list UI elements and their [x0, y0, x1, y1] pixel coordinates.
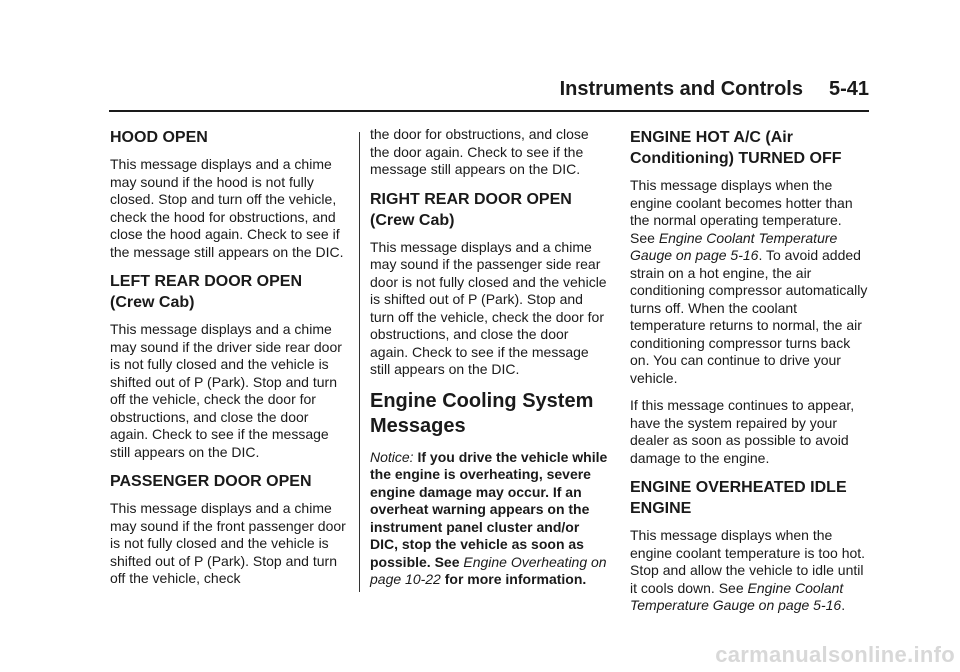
engine-overheated-reference: Engine Coolant Temperature Gauge on page 5-16 — [630, 579, 844, 613]
left-rear-door-text: This message displays and a chime may sound if the driver side rear door is not fully closed and the vehicle is shifted out of P (Park). Stop and turn off the vehicle, check the door for obstructions, and close the door again. Check to see if the message still appears on the DIC. — [110, 321, 342, 460]
engine-overheated-end: . — [841, 597, 846, 613]
page-number: 5-41 — [828, 78, 869, 100]
engine-hot-text-3: If this message continues to appear, have the system repaired by your dealer as soon as possible to avoid damage to the engine. — [630, 397, 855, 466]
hood-open-heading: HOOD OPEN — [110, 129, 208, 146]
column-divider — [359, 132, 360, 592]
notice-end: for more information. — [444, 571, 587, 587]
section-title: Instruments and Controls — [559, 78, 803, 100]
page-header — [109, 78, 869, 101]
watermark: carmanualsonline.info — [715, 642, 955, 667]
right-rear-door-text: This message displays and a chime may sound if the passenger side rear door is not fully closed and the vehicle is shifted out of P (Park). Stop and turn off the vehicle, check the door for obstructions, and close the door again. Check to see if the message still appears on the DIC. — [370, 238, 607, 377]
column-3 — [630, 127, 870, 625]
notice-text: If you drive the vehicle while the engine is overheating, severe engine damage may occur. If an overheat warning appears on the instrument panel cluster and/or DIC, stop the vehicle as soon as possible. See — [370, 448, 608, 570]
notice-label: Notice: — [370, 448, 414, 465]
header-rule — [109, 110, 869, 112]
passenger-door-text: This message displays and a chime may sound if the front passenger door is not fully closed and the vehicle is shifted out of P (Park). Stop and turn off the vehicle, check — [110, 500, 346, 586]
passenger-door-text-continued: the door for obstructions, and close the door again. Check to see if the message still appears on the DIC. — [370, 126, 589, 177]
engine-overheated-heading: ENGINE OVERHEATED IDLE ENGINE — [630, 479, 847, 517]
right-rear-door-heading: RIGHT REAR DOOR OPEN (Crew Cab) — [370, 190, 572, 229]
column-2 — [370, 126, 610, 599]
engine-overheated-text — [630, 527, 870, 615]
engine-cooling-heading: Engine Cooling System Messages — [370, 389, 594, 437]
notice-reference: Engine Overheating on page 10-22 — [370, 553, 607, 587]
passenger-door-heading: PASSENGER DOOR OPEN — [110, 473, 312, 490]
engine-hot-text — [630, 177, 870, 387]
left-rear-door-heading: LEFT REAR DOOR OPEN (Crew Cab) — [110, 273, 303, 311]
column-1 — [110, 127, 350, 598]
engine-overheated-text-1: This message displays when the engine coolant temperature is too hot. Stop and allow the vehicle to idle until it cools down. See — [630, 527, 866, 596]
engine-hot-heading: ENGINE HOT A/C (Air Conditioning) TURNED OFF — [630, 129, 842, 167]
engine-hot-reference: Engine Coolant Temperature Gauge on page 5-16 — [630, 229, 838, 263]
engine-hot-text-1: This message displays when the engine coolant becomes hotter than the normal operating temperature. See — [630, 177, 853, 246]
engine-hot-text-2: . To avoid added strain on a hot engine, the air conditioning compressor automatically turns off. When the coolant temperature returns to normal, the air conditioning compressor turns back on. You can continue to drive your vehicle. — [630, 247, 868, 386]
hood-open-text: This message displays and a chime may sound if the hood is not fully closed. Stop and turn off the vehicle, check the hood for obstructions, and close the hood again. Check to see if the message still appears on the DIC. — [110, 156, 344, 260]
notice-paragraph — [370, 449, 610, 589]
